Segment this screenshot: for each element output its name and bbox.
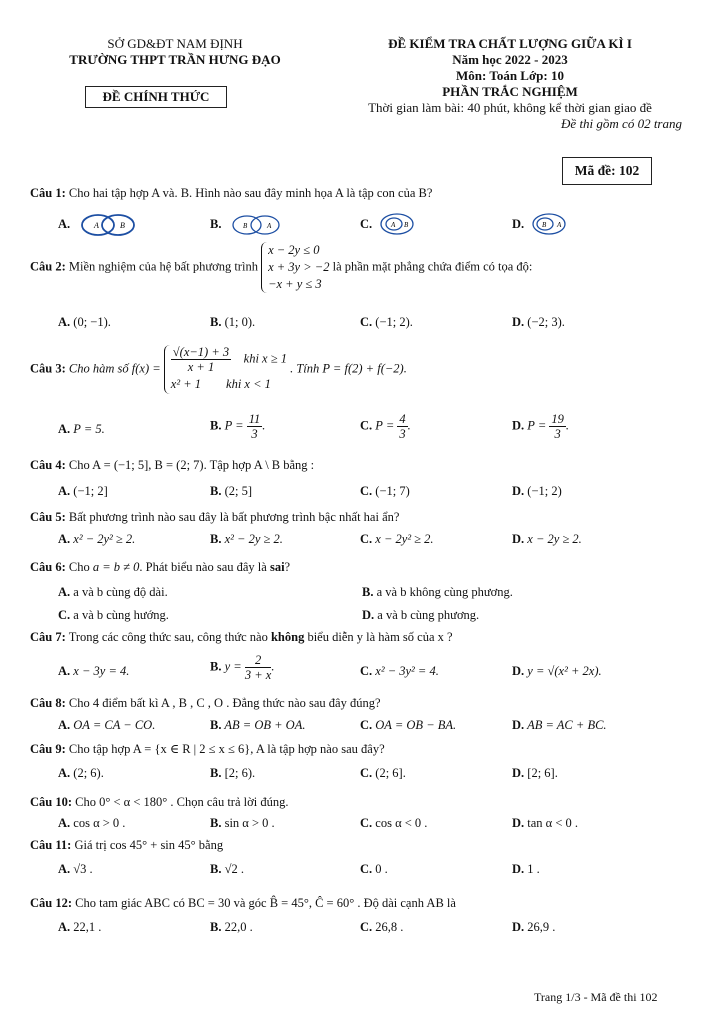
question-9: Câu 9: Cho tập hợp A = {x ∈ R | 2 ≤ x ≤ 6}, A là tập hợp nào sau đây? [30,742,385,756]
q1-option-d[interactable]: D. B A [512,212,577,238]
q7-option-c[interactable]: C. x² − 3y² = 4. [360,664,439,678]
time-info: Thời gian làm bài: 40 phút, không kể thời gian giao đề [368,100,652,115]
question-3: Câu 3: Cho hàm số f(x) = $\frac{√(x-1) + 3}{x + 1}$ khi x ≥ 1 x² + 1 khi x < 1 . Tính P = f(2) + f(−2). [30,345,407,394]
part-title: PHẦN TRẮC NGHIỆM [442,84,578,99]
q8-option-c[interactable]: C. OA = OB − BA. [360,718,457,732]
q11-option-d[interactable]: D. 1 . [512,862,540,876]
q1-option-a[interactable]: A. A B [58,212,143,238]
school-name: TRƯỜNG THPT TRẦN HƯNG ĐẠO [69,52,281,67]
q5-option-c[interactable]: C. x − 2y² ≥ 2. [360,532,434,546]
q4-option-a[interactable]: A. (−1; 2] [58,484,108,498]
q3-option-c[interactable]: C. P = $\frac{4}{3}$ . [360,412,411,441]
q6-option-c[interactable]: C. a và b cùng hướng. [58,608,169,622]
q8-option-b[interactable]: B. AB = OB + OA. [210,718,306,732]
page-count: Đề thi gồm có 02 trang [561,116,682,131]
question-label: Câu 1: [30,186,66,200]
q11-option-c[interactable]: C. 0 . [360,862,388,876]
school-year: Năm học 2022 - 2023 [452,52,568,67]
piecewise-function: $\frac{√(x-1) + 3}{x + 1}$ khi x ≥ 1 x² + 1 khi x < 1 [164,345,287,394]
q6-option-b[interactable]: B. a và b không cùng phương. [362,585,513,599]
venn-diagram-icon [225,212,289,238]
subject: Môn: Toán Lớp: 10 [456,68,564,83]
venn-diagram-icon [73,212,143,238]
q6-option-a[interactable]: A. a và b cùng độ dài. [58,585,168,599]
q3-option-a[interactable]: A. P = 5. [58,422,105,436]
q10-option-a[interactable]: A. cos α > 0 . [58,816,126,830]
q9-option-a[interactable]: A. (2; 6). [58,766,104,780]
page-footer: Trang 1/3 - Mã đề thi 102 [534,990,658,1004]
q3-option-d[interactable]: D. P = $\frac{19}{3}$ . [512,412,570,441]
q1-option-b[interactable]: B. B A [210,212,289,238]
venn-diagram-icon [527,212,577,238]
q3-option-b[interactable]: B. P = $\frac{11}{3}$ . [210,412,266,441]
q7-option-b[interactable]: B. y = $\frac{2}{3 + x}$ . [210,653,275,682]
question-7: Câu 7: Trong các công thức sau, công thức nào không biểu diễn y là hàm số của x ? [30,630,453,644]
svg-text:B: B [542,221,547,229]
q9-option-d[interactable]: D. [2; 6]. [512,766,558,780]
exam-code-box: Mã đề: 102 [562,157,652,185]
svg-text:B: B [242,222,247,230]
q12-option-a[interactable]: A. 22,1 . [58,920,102,934]
question-11: Câu 11: Giá trị cos 45° + sin 45° bằng [30,838,224,852]
svg-text:A: A [266,222,271,230]
q4-option-d[interactable]: D. (−1; 2) [512,484,562,498]
question-10: Câu 10: Cho 0° < α < 180° . Chọn câu trả lời đúng. [30,795,289,809]
question-5: Câu 5: Bất phương trình nào sau đây là bất phương trình bậc nhất hai ẩn? [30,510,400,524]
svg-text:B: B [120,221,126,230]
question-1 [30,186,432,201]
q11-option-a[interactable]: A. √3 . [58,862,93,876]
q7-option-a[interactable]: A. x − 3y = 4. [58,664,130,678]
question-4: Câu 4: Cho A = (−1; 5], B = (2; 7). Tập hợp A \ B bằng : [30,458,315,472]
q10-option-c[interactable]: C. cos α < 0 . [360,816,428,830]
q11-option-b[interactable]: B. √2 . [210,862,244,876]
venn-diagram-icon [375,212,421,238]
inequality-system: x − 2y ≤ 0 x + 3y > −2 −x + y ≤ 3 [261,242,329,293]
svg-text:B: B [404,221,409,229]
svg-text:A: A [391,221,396,229]
q5-option-b[interactable]: B. x² − 2y ≥ 2. [210,532,283,546]
svg-text:A: A [94,221,100,230]
q12-option-c[interactable]: C. 26,8 . [360,920,404,934]
q8-option-a[interactable]: A. OA = CA − CO. [58,718,156,732]
q7-option-d[interactable]: D. y = √(x² + 2x). [512,664,602,678]
q12-option-b[interactable]: B. 22,0 . [210,920,253,934]
svg-text:A: A [557,221,562,229]
q2-option-b[interactable]: B. (1; 0). [210,315,256,329]
q9-option-c[interactable]: C. (2; 6]. [360,766,406,780]
q4-option-c[interactable]: C. (−1; 7) [360,484,410,498]
q9-option-b[interactable]: B. [2; 6). [210,766,256,780]
q6-option-d[interactable]: D. a và b cùng phương. [362,608,480,622]
q2-option-a[interactable]: A. (0; −1). [58,315,111,329]
q8-option-d[interactable]: D. AB = AC + BC. [512,718,607,732]
question-label: Câu 3: [30,361,66,376]
question-label: Câu 2: [30,259,66,274]
exam-title: ĐỀ KIỂM TRA CHẤT LƯỢNG GIỮA KÌ I [388,36,632,51]
q10-option-d[interactable]: D. tan α < 0 . [512,816,579,830]
header-left [40,36,310,68]
question-12: Câu 12: Cho tam giác ABC có BC = 30 và góc B̂ = 45°, Ĉ = 60° . Độ dài cạnh AB là [30,896,456,910]
question-2: Câu 2: Miền nghiệm của hệ bất phương trình x − 2y ≤ 0 x + 3y > −2 −x + y ≤ 3 là phần mặt phẳng chứa điểm có tọa độ: [30,243,533,291]
question-8: Câu 8: Cho 4 điểm bất kì A , B , C , O . Đẳng thức nào sau đây đúng? [30,696,381,710]
q2-option-c[interactable]: C. (−1; 2). [360,315,413,329]
q12-option-d[interactable]: D. 26,9 . [512,920,556,934]
q5-option-a[interactable]: A. x² − 2y² ≥ 2. [58,532,136,546]
q2-option-d[interactable]: D. (−2; 3). [512,315,565,329]
q4-option-b[interactable]: B. (2; 5] [210,484,253,498]
question-6: Câu 6: Cho a = b ≠ 0. Phát biểu nào sau đây là sai? [30,560,291,574]
q10-option-b[interactable]: B. sin α > 0 . [210,816,275,830]
q5-option-d[interactable]: D. x − 2y ≥ 2. [512,532,582,546]
header-right [320,36,700,132]
dept-name: SỞ GD&ĐT NAM ĐỊNH [107,36,243,51]
official-label: ĐỀ CHÍNH THỨC [85,86,227,108]
question-text: Cho hai tập hợp A và. B. Hình nào sau đây minh họa A là tập con của B? [68,186,433,200]
q1-option-c[interactable]: C. A B [360,212,421,238]
